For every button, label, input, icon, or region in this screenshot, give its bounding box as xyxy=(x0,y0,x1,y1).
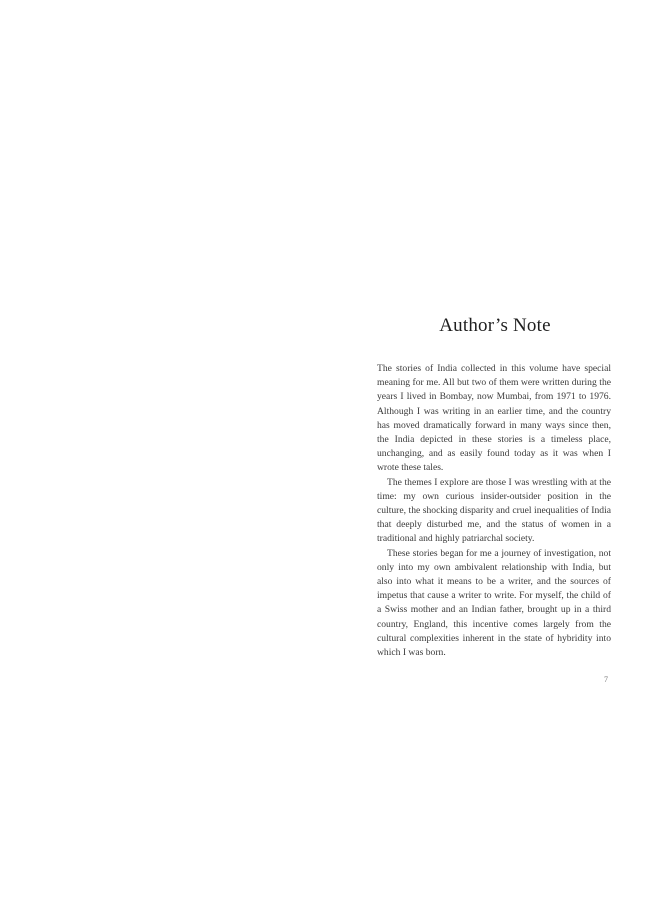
page-number: 7 xyxy=(604,675,608,684)
body-text xyxy=(377,362,611,660)
page-title: Author’s Note xyxy=(439,315,551,336)
paragraph-1: The stories of India collected in this volume have special meaning for me. All but two of them were written during the years I lived in Bombay, now Mumbai, from 1971 to 1976. Although I was writing in an earlier time, and the country has moved dramatically forward in many ways since then, the India depicted in these stories is a timeless place, unchanging, and as easily found today as it was when I wrote these tales. xyxy=(377,363,611,474)
paragraph-2: The themes I explore are those I was wrestling with at the time: my own curious insider-outsider position in the culture, the shocking disparity and cruel inequalities of India that deeply disturbed me, and the status of women in a traditional and highly patriarchal society. xyxy=(377,476,611,545)
paragraph-3: These stories began for me a journey of investigation, not only into my own ambivalent relationship with India, but also into what it means to be a writer, and the sources of impetus that cause a writer to write. For myself, the child of a Swiss mother and an Indian father, brought up in a third country, England, this incentive comes largely from the cultural complexities inherent in the state of hybridity into which I was born. xyxy=(377,547,611,659)
